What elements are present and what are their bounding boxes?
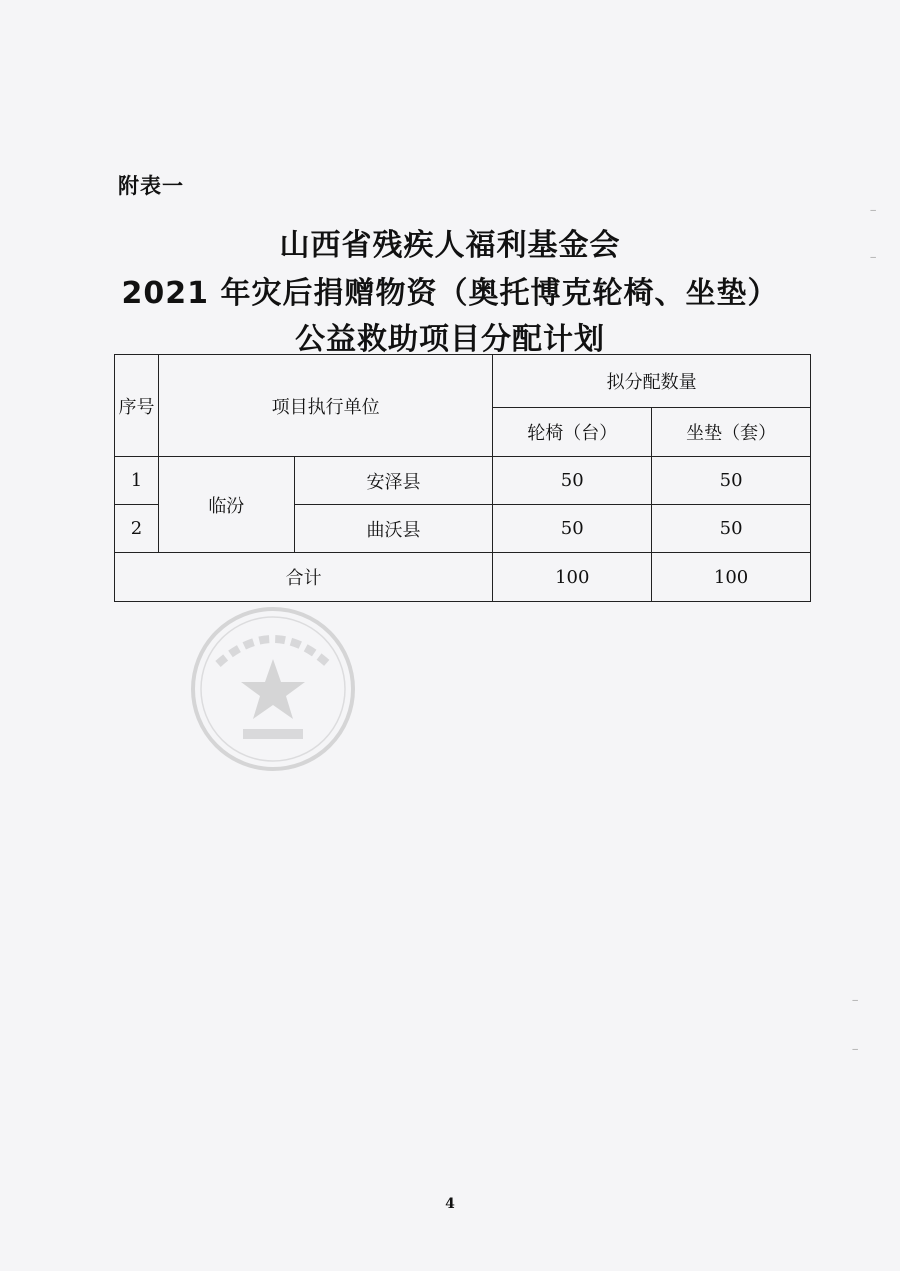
total-cushion: 100 xyxy=(652,553,811,602)
cell-seq: 1 xyxy=(115,457,159,505)
header-wheelchair: 轮椅（台） xyxy=(493,408,652,457)
header-seq: 序号 xyxy=(115,355,159,457)
header-cushion: 坐垫（套） xyxy=(652,408,811,457)
title-line-3: 公益救助项目分配计划 xyxy=(295,322,605,357)
table-row xyxy=(115,457,811,505)
cell-cushion: 50 xyxy=(652,457,811,505)
cell-cushion: 50 xyxy=(652,505,811,553)
table-header-row xyxy=(115,355,811,408)
title-line-1: 山西省残疾人福利基金会 xyxy=(279,228,621,263)
cell-county: 安泽县 xyxy=(294,457,493,505)
cell-wheelchair: 50 xyxy=(493,505,652,553)
allocation-table xyxy=(114,354,811,602)
page-number: 4 xyxy=(445,1196,455,1212)
title-line-2: 2021 年灾后捐赠物资（奥托博克轮椅、坐垫） xyxy=(121,276,779,311)
total-wheelchair: 100 xyxy=(493,553,652,602)
cell-county: 曲沃县 xyxy=(294,505,493,553)
official-seal-stamp xyxy=(188,604,358,774)
cell-seq: 2 xyxy=(115,505,159,553)
margin-mark: ‒ xyxy=(870,252,877,263)
cell-wheelchair: 50 xyxy=(493,457,652,505)
total-label: 合计 xyxy=(115,553,493,602)
margin-mark: ‒ xyxy=(852,995,859,1006)
cell-city: 临汾 xyxy=(158,457,294,553)
table-total-row xyxy=(115,553,811,602)
header-unit: 项目执行单位 xyxy=(158,355,492,457)
header-planned-quantity: 拟分配数量 xyxy=(493,355,811,408)
margin-mark: ‒ xyxy=(870,205,877,216)
attachment-label: 附表一 xyxy=(118,174,184,198)
margin-mark: ‒ xyxy=(852,1044,859,1055)
